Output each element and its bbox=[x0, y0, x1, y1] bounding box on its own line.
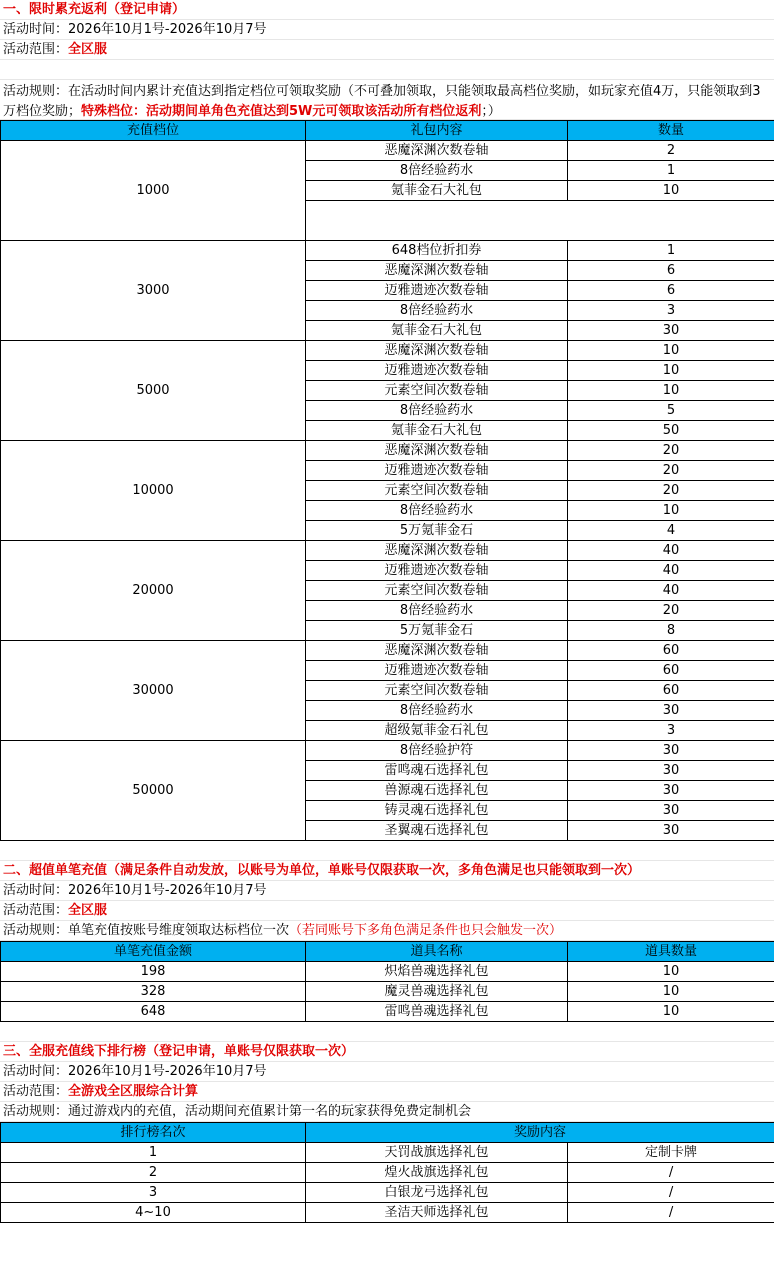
header-count: 道具数量 bbox=[568, 942, 774, 962]
table-row bbox=[1, 1183, 774, 1203]
rules-tail: ；） bbox=[481, 104, 501, 119]
cell-gift: 迈雅遗迹次数卷轴 bbox=[306, 361, 568, 381]
table-row bbox=[1, 1143, 774, 1163]
cell-qty: 30 bbox=[568, 821, 774, 841]
cell-gift: 氪菲金石大礼包 bbox=[306, 181, 568, 201]
cell-qty: 10 bbox=[568, 341, 774, 361]
table-row bbox=[1, 982, 774, 1002]
section1-time bbox=[0, 20, 774, 40]
table-row bbox=[1, 141, 774, 161]
cell-gift: 8倍经验药水 bbox=[306, 501, 568, 521]
table-row bbox=[1, 441, 774, 461]
cell-amount: 648 bbox=[1, 1002, 306, 1022]
cell-qty: 3 bbox=[568, 301, 774, 321]
cell-tier: 20000 bbox=[1, 541, 306, 641]
table-row bbox=[1, 241, 774, 261]
time-label: 活动时间： bbox=[3, 1064, 69, 1079]
cell-extra: 定制卡牌 bbox=[568, 1143, 774, 1163]
section1-rules bbox=[0, 80, 774, 120]
rules-text: 活动规则：单笔充值按账号维度领取达标档位一次 bbox=[3, 923, 290, 938]
section1-title: 一、限时累充返利（登记申请） bbox=[0, 0, 774, 20]
cell-tier: 50000 bbox=[1, 741, 306, 841]
cell-gift: 氪菲金石大礼包 bbox=[306, 421, 568, 441]
cell-qty: 6 bbox=[568, 281, 774, 301]
tier-header-row bbox=[1, 121, 774, 141]
section3-time bbox=[0, 1062, 774, 1082]
cell-reward: 天罚战旗选择礼包 bbox=[306, 1143, 568, 1163]
cell-qty: 6 bbox=[568, 261, 774, 281]
cell-item: 魔灵兽魂选择礼包 bbox=[306, 982, 568, 1002]
scope-label: 活动范围： bbox=[3, 1084, 69, 1099]
cell-qty: 30 bbox=[568, 321, 774, 341]
cell-gift: 超级氪菲金石礼包 bbox=[306, 721, 568, 741]
cell-qty: 1 bbox=[568, 241, 774, 261]
cell-rank: 1 bbox=[1, 1143, 306, 1163]
time-label: 活动时间： bbox=[3, 22, 69, 37]
cell-gift: 迈雅遗迹次数卷轴 bbox=[306, 661, 568, 681]
section3-scope bbox=[0, 1082, 774, 1102]
cell-qty: 30 bbox=[568, 761, 774, 781]
cell-gift: 5万氪菲金石 bbox=[306, 621, 568, 641]
blank-row bbox=[0, 1022, 774, 1042]
cell-gift: 恶魔深渊次数卷轴 bbox=[306, 141, 568, 161]
section2-time bbox=[0, 881, 774, 901]
cell-amount: 328 bbox=[1, 982, 306, 1002]
cell-gift: 元素空间次数卷轴 bbox=[306, 581, 568, 601]
cell-gift: 5万氪菲金石 bbox=[306, 521, 568, 541]
cell-gift: 氪菲金石大礼包 bbox=[306, 321, 568, 341]
cell-rank: 2 bbox=[1, 1163, 306, 1183]
cell-qty: 10 bbox=[568, 361, 774, 381]
cell-gift: 元素空间次数卷轴 bbox=[306, 381, 568, 401]
section1-scope bbox=[0, 40, 774, 60]
cell-qty: 10 bbox=[568, 381, 774, 401]
scope-value: 全游戏全区服综合计算 bbox=[68, 1084, 199, 1099]
tier-body bbox=[1, 141, 774, 841]
header-item: 道具名称 bbox=[306, 942, 568, 962]
table-row bbox=[1, 1203, 774, 1223]
cell-rank: 3 bbox=[1, 1183, 306, 1203]
cell-qty: 2 bbox=[568, 141, 774, 161]
cell-qty: 30 bbox=[568, 801, 774, 821]
cell-gift: 恶魔深渊次数卷轴 bbox=[306, 341, 568, 361]
cell-qty: 40 bbox=[568, 581, 774, 601]
cell-gift: 元素空间次数卷轴 bbox=[306, 681, 568, 701]
section2-title: 二、超值单笔充值（满足条件自动发放，以账号为单位，单账号仅限获取一次，多角色满足也只能领取到一次） bbox=[0, 861, 774, 881]
cell-qty: 60 bbox=[568, 641, 774, 661]
header-gift: 礼包内容 bbox=[306, 121, 568, 141]
table-row bbox=[1, 962, 774, 982]
header-reward: 奖励内容 bbox=[306, 1123, 774, 1143]
cell-gift: 8倍经验药水 bbox=[306, 701, 568, 721]
cell-reward: 圣洁天师选择礼包 bbox=[306, 1203, 568, 1223]
cell-item: 雷鸣兽魂选择礼包 bbox=[306, 1002, 568, 1022]
section2-scope bbox=[0, 901, 774, 921]
scope-label: 活动范围： bbox=[3, 903, 69, 918]
cell-qty: 20 bbox=[568, 461, 774, 481]
cell-gift: 恶魔深渊次数卷轴 bbox=[306, 261, 568, 281]
cell-qty: 30 bbox=[568, 781, 774, 801]
cell-count: 10 bbox=[568, 982, 774, 1002]
cell-gift: 8倍经验护符 bbox=[306, 741, 568, 761]
single-recharge-table bbox=[0, 941, 774, 1022]
cell-qty: 30 bbox=[568, 701, 774, 721]
cell-item: 炽焰兽魂选择礼包 bbox=[306, 962, 568, 982]
cell-gift: 8倍经验药水 bbox=[306, 301, 568, 321]
table-row bbox=[1, 1002, 774, 1022]
cell-blank bbox=[306, 201, 774, 241]
cell-qty: 4 bbox=[568, 521, 774, 541]
cell-extra: / bbox=[568, 1203, 774, 1223]
cell-gift: 元素空间次数卷轴 bbox=[306, 481, 568, 501]
header-rank: 排行榜名次 bbox=[1, 1123, 306, 1143]
cell-count: 10 bbox=[568, 1002, 774, 1022]
cell-tier: 1000 bbox=[1, 141, 306, 241]
cell-reward: 白银龙弓选择礼包 bbox=[306, 1183, 568, 1203]
time-label: 活动时间： bbox=[3, 883, 69, 898]
table-row bbox=[1, 541, 774, 561]
section3-rules: 活动规则：通过游戏内的充值，活动期间充值累计第一名的玩家获得免费定制机会 bbox=[0, 1102, 774, 1122]
cell-gift: 雷鸣魂石选择礼包 bbox=[306, 761, 568, 781]
cell-reward: 煌火战旗选择礼包 bbox=[306, 1163, 568, 1183]
rules-note: （若同账号下多角色满足条件也只会触发一次） bbox=[289, 923, 563, 938]
cell-extra: / bbox=[568, 1163, 774, 1183]
cell-amount: 198 bbox=[1, 962, 306, 982]
cell-extra: / bbox=[568, 1183, 774, 1203]
table-row bbox=[1, 641, 774, 661]
cell-qty: 20 bbox=[568, 601, 774, 621]
section2-rules bbox=[0, 921, 774, 941]
cell-gift: 迈雅遗迹次数卷轴 bbox=[306, 281, 568, 301]
cell-gift: 迈雅遗迹次数卷轴 bbox=[306, 461, 568, 481]
cell-gift: 8倍经验药水 bbox=[306, 401, 568, 421]
table-row bbox=[1, 741, 774, 761]
table-row bbox=[1, 341, 774, 361]
cell-qty: 8 bbox=[568, 621, 774, 641]
cell-qty: 10 bbox=[568, 501, 774, 521]
cell-qty: 1 bbox=[568, 161, 774, 181]
cell-qty: 30 bbox=[568, 741, 774, 761]
cell-gift: 8倍经验药水 bbox=[306, 161, 568, 181]
time-value: 2026年10月1号-2026年10月7号 bbox=[68, 883, 267, 898]
header-qty: 数量 bbox=[568, 121, 774, 141]
cell-qty: 5 bbox=[568, 401, 774, 421]
scope-value: 全区服 bbox=[68, 42, 108, 57]
cell-gift: 兽源魂石选择礼包 bbox=[306, 781, 568, 801]
cell-qty: 10 bbox=[568, 181, 774, 201]
cell-gift: 648档位折扣券 bbox=[306, 241, 568, 261]
cell-qty: 20 bbox=[568, 481, 774, 501]
cell-tier: 3000 bbox=[1, 241, 306, 341]
cell-qty: 3 bbox=[568, 721, 774, 741]
cell-tier: 5000 bbox=[1, 341, 306, 441]
cell-qty: 40 bbox=[568, 561, 774, 581]
blank-row bbox=[0, 60, 774, 80]
cell-rank: 4~10 bbox=[1, 1203, 306, 1223]
cell-gift: 8倍经验药水 bbox=[306, 601, 568, 621]
cell-gift: 铸灵魂石选择礼包 bbox=[306, 801, 568, 821]
cell-gift: 迈雅遗迹次数卷轴 bbox=[306, 561, 568, 581]
cell-gift: 圣翼魂石选择礼包 bbox=[306, 821, 568, 841]
cell-qty: 20 bbox=[568, 441, 774, 461]
cell-gift: 恶魔深渊次数卷轴 bbox=[306, 641, 568, 661]
cell-qty: 40 bbox=[568, 541, 774, 561]
scope-value: 全区服 bbox=[68, 903, 108, 918]
section3-title: 三、全服充值线下排行榜（登记申请，单账号仅限获取一次） bbox=[0, 1042, 774, 1062]
time-value: 2026年10月1号-2026年10月7号 bbox=[68, 22, 267, 37]
cell-tier: 30000 bbox=[1, 641, 306, 741]
tier-table bbox=[0, 120, 774, 841]
cell-gift: 恶魔深渊次数卷轴 bbox=[306, 441, 568, 461]
ranking-table bbox=[0, 1122, 774, 1223]
time-value: 2026年10月1号-2026年10月7号 bbox=[68, 1064, 267, 1079]
rules-text: 活动规则：在活动时间内累计充值达到指定档位可领取奖励（不可叠加领取，只能领取最高档位奖励，如玩家充值4万，只能领取到3万档位奖励； bbox=[3, 84, 761, 119]
cell-qty: 60 bbox=[568, 681, 774, 701]
table-row bbox=[1, 1163, 774, 1183]
header-amount: 单笔充值金额 bbox=[1, 942, 306, 962]
blank-row bbox=[0, 841, 774, 861]
rules-highlight: 特殊档位：活动期间单角色充值达到5W元可领取该活动所有档位返利 bbox=[81, 104, 482, 119]
header-tier: 充值档位 bbox=[1, 121, 306, 141]
cell-gift: 恶魔深渊次数卷轴 bbox=[306, 541, 568, 561]
cell-qty: 50 bbox=[568, 421, 774, 441]
cell-count: 10 bbox=[568, 962, 774, 982]
ranking-header-row bbox=[1, 1123, 774, 1143]
scope-label: 活动范围： bbox=[3, 42, 69, 57]
cell-qty: 60 bbox=[568, 661, 774, 681]
single-header-row bbox=[1, 942, 774, 962]
cell-tier: 10000 bbox=[1, 441, 306, 541]
